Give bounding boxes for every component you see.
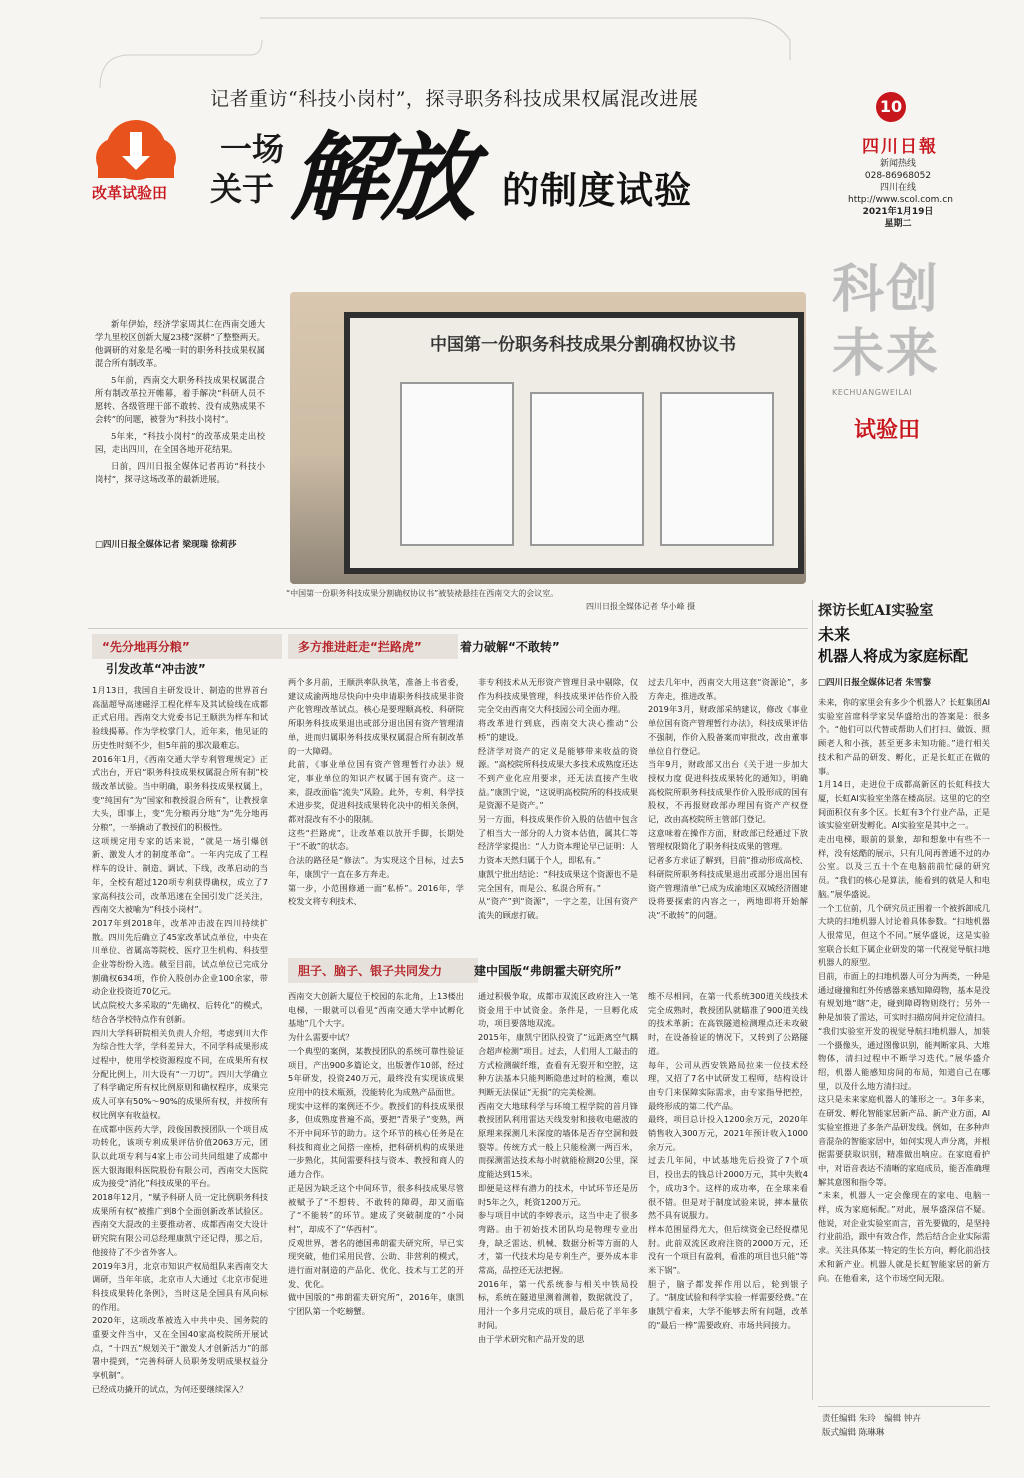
title-rest: 的制度试验 (502, 169, 692, 212)
website: http://www.scol.com.cn (848, 195, 953, 205)
brand-pinyin: KECHUANGWEILAI (832, 388, 913, 397)
header-area (0, 0, 1024, 250)
photo-plaque-text: 中国第一份职务科技成果分割确权协议书 (430, 335, 736, 355)
photo-document-mid (530, 392, 644, 546)
intro-paragraph: 新年伊始，经济学家周其仁在西南交通大学九里校区创新大厦23楼“深耕”了整整两天。他调研的对象是名噪一时的职务科技成果权属混合所有制改革。 (95, 319, 265, 368)
section1-column-1: 1月13日，我国自主研发设计、制造的世界首台高温超导高速磁浮工程化样车及其试验线在成都正式启用。西南交大党委书记王顺洪为样车和试验线揭幕。作为学校掌门人，近年来，他见证的历史性时刻不少，但5年前的那次最难忘。 2016年1月，《西南交通大学专利管理规定》正式出台，开启“职务科技成果权属混合所有制”校级改革试验。当中明确，职务科技成果权属上，变“纯国有”为“国家和教授混合所有”，让教授拿大头，即事上，变“先分粮再分地”为“先分地再分粮”，一举撬动了教授们的积极性。 这项规定用专家的话来说，“就是一场引爆创新、激发人才的制度革命”。一年内完成了工程样车的设计、制造、调试、下线，改革启动的当年，全校有超过120项专利获得确权，成立了7家高科技公司，改革迅速在全国引发广泛关注，西南交大被喻为“科技小岗村”。 2017年到2018年，改革冲击波在四川持续扩散。四川先后确立了45家改革试点单位，中央在川单位、省属高等院校、医疗卫生机构、科技型企业等纷纷入选。截至目前，试点单位已完成分割确权634项，作价入股创办企业100余家，带动企业投资近70亿元。 试点院校大多采取的“先确权、后转化”的模式，结合各学校特点作有创新。 四川大学科研院相关负责人介绍，考虑到川大作为综合性大学，学科差异大，不同学科成果形成过程中，使用学校资源程度不同，在成果所有权分配比例上，川大设有“一刀切”。四川大学确立了科学确定所有权比例原则和确权程序，成果完成人可享有50%～90%的成果所有权，并按所有权比例享有收益权。 在成都中医药大学，段俊国教授团队一个项目成功转化，该项专利成果评估价值2063万元，团队以此项专利与4家上市公司共同组建了成都中医大银海眼科医院股份有限公司，西南交大医院成为接受“消化”科技成果的平台。 2018年12月，“赋予科研人员一定比例职务科技成果所有权”被推广到8个全面创新改革试验区。西南交大混改的主要推动者、成都西南交大设计研究院有限公司总经理康凯宁还记得，那之后，他接待了不少省外客人。 2019年3月，北京市知识产权局组队来西南交大调研，当年年底，北京市人大通过《北京市促进科技成果转化条例》，当时这是全国具有风向标的作用。 2020年，这项改革被选入中共中央、国务院的重要文件当中，又在全国40家高校院所开展试点，“十四五”规划关于“激发人才创新活力”的部署中提到，“完善科研人员职务发明成果权益分享机制”。 已经成功撬开的试点，为何还要继续深入？ (92, 685, 268, 1394)
masthead-info (848, 158, 953, 230)
column-brand (832, 258, 972, 528)
paper-name: 四川日報 (862, 137, 938, 157)
photo-document-right (660, 392, 774, 546)
section-badge-label: 改革试验田 (92, 184, 168, 202)
title-small-2: 关于 (210, 170, 275, 208)
editor-line-1: 责任编辑 朱玲 编辑 钟卉 (822, 1414, 921, 1424)
section1-subhead: 引发改革“冲击波” (106, 662, 206, 676)
footer-editors (822, 1412, 921, 1440)
section3-subhead: 建中国版“弗朗霍夫研究所” (474, 964, 622, 978)
intro-paragraph: 5年来，“科技小岗村”的改革成果走出校园，走出四川，在全国各地开花结果。 (95, 431, 265, 454)
intro-byline: □四川日报全媒体记者 梁现瑞 徐莉莎 (95, 540, 237, 550)
title-big: 解放 (290, 121, 470, 234)
intro-paragraph: 日前，四川日报全媒体记者再访“科技小岗村”，探寻这场改革的最新进展。 (95, 461, 265, 484)
photo-document-left (400, 382, 514, 546)
intro-paragraph: 5年前，西南交大职务科技成果权属混合所有制改革拉开帷幕，着手解决“科研人员不愿转、各级管理干部不敢转、没有成熟成果不会转”的问题，被誉为“科技小岗村”。 (95, 375, 265, 424)
kicker-title: 记者重访“科技小岗村”，探寻职务科技成果权属混改进展 (210, 88, 699, 110)
title-small-1: 一场 (220, 130, 285, 168)
page-number-badge (876, 92, 906, 122)
section1-column-2: 两个多月前，王顺洪率队执笔，准备上书省委，建议成渝两地尽快向中央申请职务科技成果非资产化管理改革试点。核心是要理顺高校、科研院所职务科技成果退出或部分退出国有资产管理清单，进而归属职务科技成果权属混合所有制改革的一大障碍。 此前，《事业单位国有资产管理暂行办法》规定，事业单位的知识产权属于国有资产。这一来，混改面临“流失”风险。此外，专利、科学技术进步奖，促进科技成果转化决中的相关条例，都对混改有不小的限制。 这些“拦路虎”，让改革难以放开手脚，长期处于“不敢”的状态。 合法的路径是“修法”。为实现这个目标，过去5年，康凯宁一直在多方奔走。 第一步，小范围修通一面“私桥”。2016年，学校发文将专利技术、 (288, 677, 464, 907)
column-divider (812, 600, 813, 1400)
section1-column-4: 过去几年中，西南交大用这套“资源论”，多方奔走，推进改革。 2019年3月，财政部采纳建议，修改《事业单位国有资产管理暂行办法》，科技成果评估不强制，作价入股备案而审批改，改由董事单位自行登记。 当年9月，财政部又出台《关于进一步加大授权力度 促进科技成果转化的通知》，明确高校院所职务科技成果作价入股形成的国有股权，不再报财政部办理国有资产产权登记，改由高校院所主管部门登记。 这意味着在操作方面，财政部已经通过下放管理权限简化了职务科技成果的管理。 记者多方求证了解到，目前“推动形成高校、科研院所职务科技成果退出或部分退出国有资产管理清单”已成为成渝地区双城经济圈建设将要探索的内容之一，两地即将开始解决“不敢转”的问题。 (648, 677, 808, 920)
brand-chars: 科创未来 (832, 260, 941, 384)
section1-column-3: 非专利技术从无形资产管理目录中剔除，仅作为科技成果管理，科技成果评估作价入股完全交由西南交大科技园公司全面办理。 将改革进行到底，西南交大决心推动“公桥”的建设。 经济学对资产的定义是能够带来收益的资源。“高校院所科技成果大多技术成熟度还达不到产业化应用要求，还无法直接产生收益。”康凯宁说，“这说明高校院所的科技成果是资源不是资产。” 另一方面，科技成果作价入股的估值中包含了相当大一部分的人力资本估值，属其仁等经济学家提出：“人力资本理论早已证明：人力资本天然归属于个人，即私有。” 康凯宁批出结论：“科技成果这个资源也不是完全国有，而是公、私混合所有。” 从“资产”到“资源”，一字之差，让国有资产流失的顾虑打破。 (478, 677, 638, 920)
hotline-number: 028-86968052 (864, 171, 932, 181)
divider (88, 628, 808, 629)
section3-column-1: 西南交大创新大厦位于校园的东北角，上13楼出电梯，一眼就可以看见“西南交通大学中试孵化基地”几个大字。 为什么需要中试？ 一个典型的案例，某教授团队的系统可靠性验证项目，产出900多篇论文，出版著作10部，经过5年研发，投资240万元，最终没有实现该成果应用中的技术瓶颈，没能转化为成熟产品面世。 现实中这样的案例还不少。教授们的科技成果很多，但成熟度普遍不高，要把“青果子”变熟，两不开中间环节的助力。这个环节的核心任务是在科技和商业之间搭一座桥，把科研机构的成果进一步熟化，其间需要科技与资本、教授和商人的通力合作。 正是因为缺乏这个中间环节，很多科技成果尽管被赋予了“不想转、不敢转的障碍，却又面临了“不能转”的环节。建成了突破制度的“小岗村”，却成不了“华西村”。 反观世界，著名的德国弗朗霍夫研究所，早已实现突破，他们采用民营、公助、非营利的模式，进行面对制造的产品化、优化、技术与工艺的开发、优化。 做中国版的“弗朗霍夫研究所”，2016年，康凯宁团队第一个吃螃蟹。 (288, 991, 464, 1317)
page-number: 10 (879, 97, 903, 116)
section3-banner: 胆子、脑子、银子共同发力 (288, 958, 478, 983)
hotline-label: 新闻热线 (879, 159, 916, 169)
section3-column-3: 维不尽相同，在第一代系统300道关线技术完全成熟时，教授团队就瞄准了900道关线的技术革新；在高铁隧道检测理点还未攻破时，在设备验证的情况下，又转到了公路隧道。 每年，公司从西安铁路局拉来一位技术经理，又招了7名中试研发工程师，结构设计由专门来保障实际需求，由专家指导把控，最终形成的第二代产品。 最终，项目总计投入1200余万元，2020年销售收入300万元，2021年预计收入1000余万元。 过去几年间，中试基地先后投资了7个项目，投出去的钱总计2000万元，其中失败4个，成功3个。这样的成功率，在全球来看很不错。但是对于制度试验来说，摔本量依然不具有说服力。 样本范围显得尤大，但后续资金已经捉襟见肘。此前双流区政府注资的2000万元，还没有一个项目有盈利，看准的项目也只能“等米下锅”。 胆子，脑子都发挥作用以后，轮到银子了。“制度试验和科学实验一样需要经费。”在康凯宁看来，大学不能够去所有问题，改革的“最后一棒”需要政府、市场共同接力。 (648, 991, 808, 1330)
main-photo (290, 292, 806, 584)
intro-block (95, 318, 265, 490)
side-head-1: 探访长虹AI实验室 (818, 603, 934, 619)
section2-banner: 多方推进赶走“拦路虎” (288, 634, 458, 659)
footer-rule (818, 1406, 990, 1407)
section2-subhead: 着力破解“不敢转” (460, 640, 560, 654)
side-head-2: 未来 (818, 625, 851, 644)
brand-subtitle: 试验田 (854, 417, 921, 443)
reform-badge (86, 112, 186, 202)
editor-line-2: 版式编辑 陈琳琳 (822, 1428, 885, 1438)
side-head-3: 机器人将成为家庭标配 (818, 647, 969, 665)
issue-weekday: 星期二 (884, 219, 912, 229)
section3-column-2: 通过积极争取，成都市双流区政府注入一笔资金用于中试资金。条件是，一旦孵化成功，项目要落地双流。 2015年，康凯宁团队投资了“远距离空气耦合超声检测”项目。过去，人们用人工敲击的方式检测碳纤维，查看有无裂开和空腔，这种方法基本只能判断隐患过时的检测，难以判断无法保证“无损”的完美检测。 西南交大地球科学与环境工程学院的首月锋教授团队利用雷达天线发射和接收电磁波的原理来探测几米深度的墙体是否存空洞和鼓裂等。传统方式一般上只能检测一两百米，而探测雷达技术每小时就能检测20公里，深度能达到15米。 即便是这样有潜力的技术，中试环节还是历时5年之久，耗资1200万元。 参与项目中试的李婷表示，这当中走了很多弯路。由于初始技术团队均是物理专业出身，缺乏雷达、机械、数据分析等方面的人才，第一代技术均是专利生产，要外成本非常高，品控还无法把握。 2016年，第一代系统参与相关中铁局投标，系统在隧道里测着测着，数据就没了，用汁一个多月完成的项目，最后花了半年多时间。 由于学术研究和产品开发的思 (478, 991, 638, 1344)
side-byline: □四川日报全媒体记者 朱雪黎 (818, 678, 931, 688)
photo-credit: 四川日报全媒体记者 华小峰 摄 (586, 602, 696, 611)
hand-cloud-icon (86, 112, 186, 182)
issue-date: 2021年1月19日 (862, 207, 934, 217)
section1-banner: “先分地再分粮” (92, 634, 282, 659)
side-story (818, 600, 996, 1386)
photo-caption: “中国第一份职务科技成果分割确权协议书”被装裱悬挂在西南交大的会议室。 (286, 589, 559, 598)
online-label: 四川在线 (879, 183, 916, 193)
side-body: 未来，你的家里会有多少个机器人？长虹集团AI实验室首席科学家吴华盛给出的答案是：很多个。“他们可以代替或帮助人们打扫、做饭、照顾老人和小孩，甚至更多未知功能。”进行相关技术和产品的研发、孵化，正是长虹正在做的事。 1月14日，走进位于成都高新区的长虹科技大厦，长虹AI实验室坐落在楼高层。这里的它的空间面积仅有多个区。长虹有3个行业产品，正是该实验室研发孵化。AI实验室是其中之一。 走出电梯，眼前的景象，却和想象中有些不一样，没有炫酷的展示，只有几间再普通不过的办公室。以及三五十个在电脑前前忙碌的研究员。“我们的核心是算法，能看到的就是人和电脑。”展华盛说。 一个工位前，几个研究员正围着一个被拆卸成几大块的扫地机器人讨论着具体参数。“扫地机器人很常见，但这个不同。”展华盛说，这是实验室联合长虹下属企业研发的第一代视觉导航扫地机器人的原型。 目前，市面上的扫地机器人可分为两类，一种是通过碰撞和红外传感器来感知障碍物，基本是没有规划地“瞎”走，碰到障碍物则绕行；另外一种是加装了雷达，可实时扫描房间并定位清扫。 “我们实验室开发的视觉导航扫地机器人，加装一个摄像头，通过图像识别，能判断家具、大堆物体，清扫过程中不断学习迭代。”展华盛介绍，机器人能感知房间的布局，知道自己在哪里，以及什么地方清扫过。 这只是未来家庭机器人的雏形之一。3年多来，在研发、孵化智能家居新产品、新产业方面，AI实验室推进了多条产品研发线。例如，在多种声音混杂的智能家居中，如何实现人声分离，并根据需要获取识别，精准做出响应。在家庭看护中，对语音表达不清晰的家庭成员，能否准确理解其意图和指令等。 “未来，机器人一定会像现在的家电、电脑一样，成为家庭标配。”对此，展华盛深信不疑。他说，对企业实验室而言，首先要做的，是坚持行业前沿，跟中有效合作，然后结合企业实际需求。关注具体某一特定的生长方向，孵化前沿技术和新产业。机器人就是长虹智能家居的新方向。在他看来，这个市场空间无限。 (818, 697, 990, 1283)
